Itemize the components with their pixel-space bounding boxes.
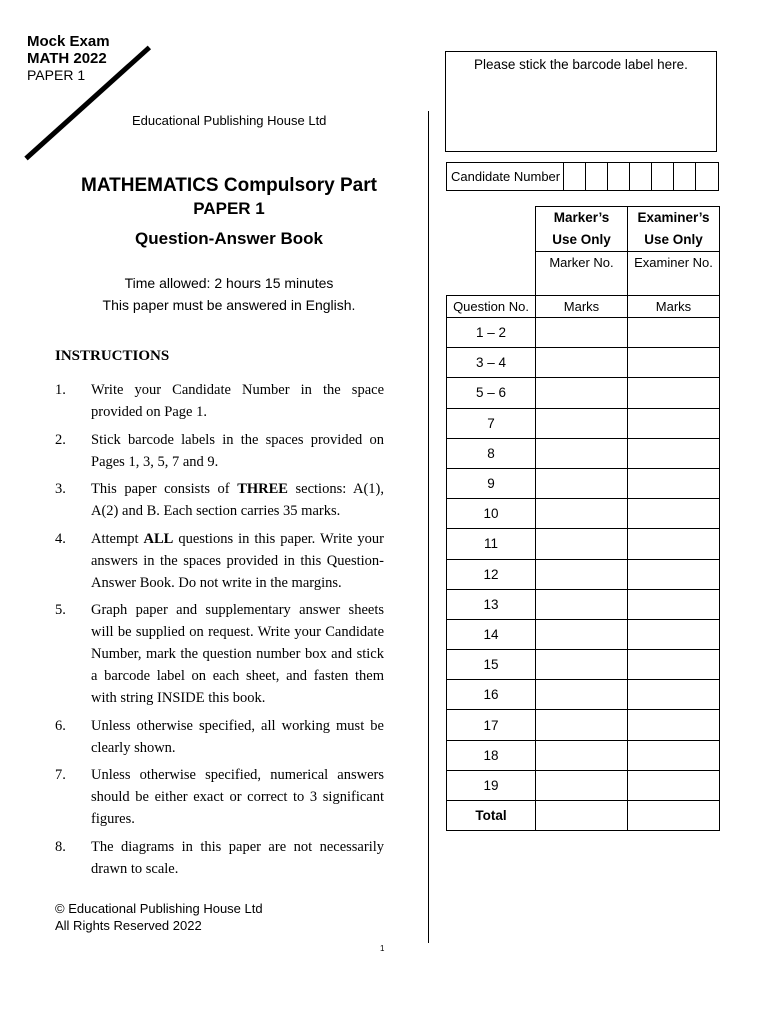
question-number-cell: 9 — [447, 468, 536, 498]
instructions-heading: INSTRUCTIONS — [55, 348, 170, 364]
instruction-number: 1. — [55, 382, 66, 398]
subject-code: MATH 2022 — [27, 50, 107, 67]
question-number-cell: 1 – 2 — [447, 318, 536, 348]
question-row — [447, 529, 720, 559]
instruction-number: 8. — [55, 838, 66, 855]
examiner-marks-cell[interactable] — [628, 619, 720, 649]
marker-marks-cell[interactable] — [536, 468, 628, 498]
examiner-marks-cell[interactable] — [628, 529, 720, 559]
question-no-header: Question No. — [447, 296, 536, 318]
publisher-name: Educational Publishing House Ltd — [132, 113, 327, 128]
language-note: This paper must be answered in English. — [102, 297, 356, 313]
marker-marks-cell[interactable] — [536, 559, 628, 589]
question-row — [447, 680, 720, 710]
question-number-cell: 3 – 4 — [447, 348, 536, 378]
marker-no-cell[interactable]: Marker No. — [536, 252, 628, 296]
examiner-marks-cell[interactable] — [628, 710, 720, 740]
question-row — [447, 589, 720, 619]
marker-marks-cell[interactable] — [536, 499, 628, 529]
marker-marks-cell[interactable] — [536, 770, 628, 800]
candidate-digit-box[interactable] — [652, 163, 674, 190]
question-number-cell: 16 — [447, 680, 536, 710]
marker-marks-cell[interactable] — [536, 619, 628, 649]
candidate-number-label: Candidate Number — [447, 163, 564, 190]
examiner-marks-cell[interactable] — [628, 318, 720, 348]
question-row — [447, 348, 720, 378]
instruction-text: Unless otherwise specified, all working must be clearly shown. — [91, 717, 384, 756]
instruction-emphasis: THREE — [237, 481, 288, 497]
copyright-notice — [55, 900, 263, 934]
question-number-cell: 8 — [447, 438, 536, 468]
marker-marks-cell[interactable] — [536, 650, 628, 680]
examiner-marks-cell[interactable] — [628, 770, 720, 800]
examiner-marks-cell[interactable] — [628, 499, 720, 529]
page-number: 1 — [380, 944, 385, 953]
instruction-text: The diagrams in this paper are not necessarily drawn to scale. — [91, 838, 384, 877]
marker-marks-cell[interactable] — [536, 529, 628, 559]
examiner-marks-cell[interactable] — [628, 408, 720, 438]
question-number-cell: 7 — [447, 408, 536, 438]
question-number-cell: 15 — [447, 650, 536, 680]
question-row — [447, 740, 720, 770]
paper-title: PAPER 1 — [193, 199, 265, 218]
marker-marks-cell[interactable] — [536, 740, 628, 770]
candidate-digit-box[interactable] — [696, 163, 718, 190]
instruction-text-part: questions in this paper. Write your answers in the spaces provided in this Question-Answer Book. Do not write in the margins. — [91, 530, 384, 591]
blank-cell — [447, 207, 536, 252]
subject-title: MATHEMATICS Compulsory Part — [81, 175, 377, 196]
marks-header-examiner: Marks — [628, 296, 720, 318]
question-row — [447, 438, 720, 468]
instruction-item — [55, 528, 384, 594]
question-row — [447, 650, 720, 680]
copyright-line: © Educational Publishing House Ltd — [55, 901, 263, 916]
marker-marks-cell[interactable] — [536, 408, 628, 438]
marker-marks-cell[interactable] — [536, 589, 628, 619]
instructions-list — [55, 379, 384, 885]
question-number-cell: 10 — [447, 499, 536, 529]
marker-marks-cell[interactable] — [536, 438, 628, 468]
total-marker-marks-cell[interactable] — [536, 801, 628, 831]
examiner-marks-cell[interactable] — [628, 348, 720, 378]
exam-name: Mock Exam — [27, 33, 110, 50]
instruction-text-part: Attempt — [91, 530, 144, 547]
question-row — [447, 710, 720, 740]
instruction-item — [55, 715, 384, 759]
question-row — [447, 499, 720, 529]
examiner-marks-cell[interactable] — [628, 589, 720, 619]
total-examiner-marks-cell[interactable] — [628, 801, 720, 831]
instruction-item — [55, 836, 384, 880]
barcode-label-box[interactable] — [445, 51, 717, 152]
question-number-cell: 13 — [447, 589, 536, 619]
examiner-marks-cell[interactable] — [628, 468, 720, 498]
examiner-marks-cell[interactable] — [628, 740, 720, 770]
examiner-marks-cell[interactable] — [628, 559, 720, 589]
examiner-marks-cell[interactable] — [628, 438, 720, 468]
instruction-item — [55, 478, 384, 522]
instruction-number: 7. — [55, 767, 66, 783]
marker-marks-cell[interactable] — [536, 680, 628, 710]
candidate-digit-box[interactable] — [586, 163, 608, 190]
marker-marks-cell[interactable] — [536, 378, 628, 408]
instruction-text: Write your Candidate Number in the space provided on Page 1. — [91, 382, 384, 420]
question-number-cell: 5 – 6 — [447, 378, 536, 408]
candidate-digit-box[interactable] — [630, 163, 652, 190]
instruction-text-part: sections: A(1), A(2) and B. Each section carries 35 marks. — [91, 481, 384, 519]
question-number-cell: 18 — [447, 740, 536, 770]
question-row — [447, 318, 720, 348]
book-title: Question-Answer Book — [135, 229, 323, 248]
marks-header-marker: Marks — [536, 296, 628, 318]
question-number-cell: 19 — [447, 770, 536, 800]
instruction-text: Stick barcode labels in the spaces provided on Pages 1, 3, 5, 7 and 9. — [91, 431, 384, 470]
column-divider — [428, 111, 429, 943]
instruction-text — [91, 478, 384, 522]
instruction-emphasis: ALL — [143, 530, 174, 547]
instruction-text — [91, 528, 384, 594]
candidate-digit-box[interactable] — [564, 163, 586, 190]
time-allowed: Time allowed: 2 hours 15 minutes — [124, 275, 334, 291]
question-row — [447, 468, 720, 498]
instruction-text-part: This paper consists of — [91, 481, 238, 497]
marks-table — [446, 206, 720, 831]
total-label: Total — [447, 801, 536, 831]
marker-use-header: Marker’s Use Only — [536, 207, 628, 252]
question-row — [447, 408, 720, 438]
marker-marks-cell[interactable] — [536, 318, 628, 348]
instruction-item — [55, 599, 384, 709]
question-row — [447, 559, 720, 589]
question-number-cell: 17 — [447, 710, 536, 740]
question-row — [447, 770, 720, 800]
examiner-no-cell[interactable]: Examiner No. — [628, 252, 720, 296]
paper-label: PAPER 1 — [27, 67, 86, 83]
instruction-number: 2. — [55, 431, 66, 448]
instruction-number: 5. — [55, 602, 66, 618]
examiner-use-header: Examiner’s Use Only — [628, 207, 720, 252]
instruction-text: Graph paper and supplementary answer sheets will be supplied on request. Write your Candidate Number, mark the question number box and stick a barcode label on each sheet, and fasten them with string INSIDE this book. — [91, 602, 384, 706]
instruction-item — [55, 379, 384, 423]
instruction-number: 4. — [55, 530, 66, 547]
marker-marks-cell[interactable] — [536, 348, 628, 378]
instruction-number: 3. — [55, 481, 66, 497]
question-number-cell: 11 — [447, 529, 536, 559]
rights-line: All Rights Reserved 2022 — [55, 918, 202, 933]
marker-marks-cell[interactable] — [536, 710, 628, 740]
exam-corner-label — [27, 33, 110, 84]
examiner-marks-cell[interactable] — [628, 650, 720, 680]
barcode-instruction: Please stick the barcode label here. — [474, 57, 688, 72]
question-row — [447, 378, 720, 408]
blank-cell — [447, 252, 536, 296]
examiner-marks-cell[interactable] — [628, 680, 720, 710]
candidate-number-field — [446, 162, 719, 191]
instruction-text: Unless otherwise specified, numerical answers should be either exact or correct to 3 significant figures. — [91, 767, 384, 827]
instruction-item — [55, 764, 384, 830]
candidate-digit-box[interactable] — [608, 163, 630, 190]
question-number-cell: 12 — [447, 559, 536, 589]
question-number-cell: 14 — [447, 619, 536, 649]
instruction-item — [55, 429, 384, 473]
question-row — [447, 619, 720, 649]
candidate-digit-box[interactable] — [674, 163, 696, 190]
examiner-marks-cell[interactable] — [628, 378, 720, 408]
instruction-number: 6. — [55, 717, 66, 734]
exam-info — [70, 272, 388, 316]
